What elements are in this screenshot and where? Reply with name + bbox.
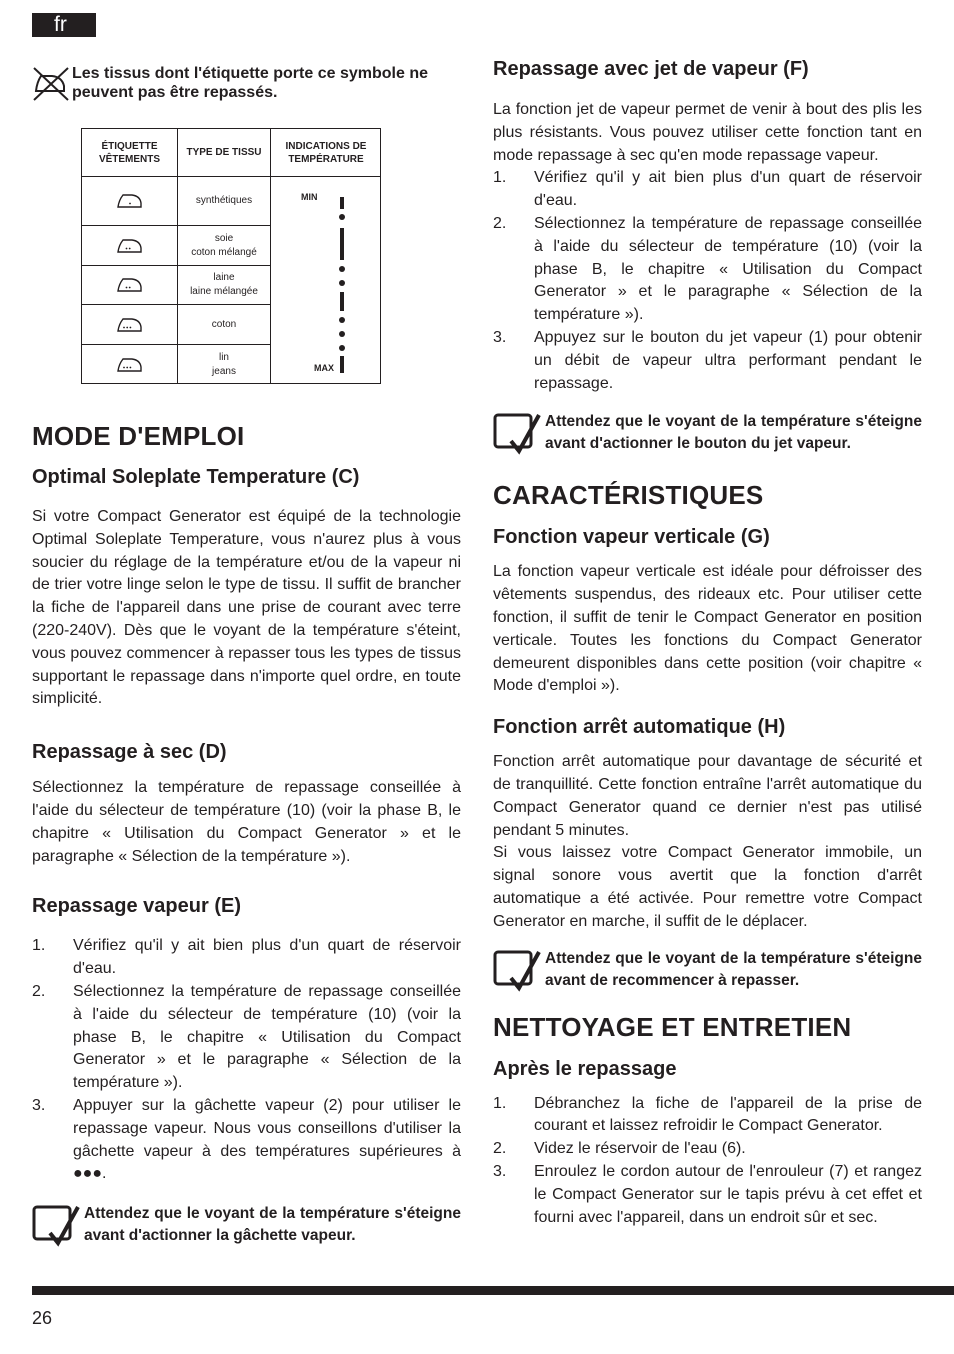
no-iron-icon [32, 64, 70, 102]
auto-off-title: Fonction arrêt automatique (H) [493, 716, 786, 739]
table-row [82, 177, 271, 226]
list-item: 1. Vérifiez qu'il y ait bien plus d'un quart de réservoir d'eau. [32, 937, 461, 978]
iron-dots-icon [82, 226, 178, 265]
no-iron-warning-text: Les tissus dont l'étiquette porte ce symbole ne peuvent pas être repassés. [72, 65, 428, 101]
fabric-type: synthétiques [178, 177, 271, 225]
auto-off-text-2: Si vous laissez votre Compact Generator immobile, un signal sonore vous avertit que la fonction d'arrêt automatique a été activée. Pour remettre votre Compact Generator en marche, il suffit de le déplacer. [493, 844, 922, 930]
vertical-steam-text: La fonction vapeur verticale est idéale pour défroisser des vêtements suspendus, des rideaux etc. Pour utiliser cette fonction, il suffit de tenir le Compact Generator en position verticale. Toutes les fonctions du Compact Generator demeurent disponibles dans cette position (voir chapitre « Mode d'emploi »). [493, 563, 922, 695]
temperature-scale [271, 177, 381, 383]
table-row [82, 345, 271, 384]
vertical-steam-title: Fonction vapeur verticale (G) [493, 526, 770, 549]
temperature-scale-bar [271, 177, 381, 383]
list-item: 2. Sélectionnez la température de repassage conseillée à l'aide du sélecteur de température (10) (voir la phase B, le chapitre « Utilisation du Compact Generator » et le paragraphe « Sélection de la température »). [493, 214, 922, 324]
osp-text: Si votre Compact Generator est équipé de la technologie Optimal Soleplate Temperature, vous n'aurez plus à vous soucier du réglage de la température et/ou de la vapeur ni de trier votre linge selon le type de tissu. Il suffit de brancher la fiche de l'appareil dans une prise de courant avec terre (220-240V). Dès que le voyant de la température s'éteint, vous pouvez commencer à repasser tous les types de tissus supportant le repassage dans n'importe quel ordre, en toute simplicité. [32, 508, 461, 708]
checkbox-note-icon [493, 411, 545, 455]
list-item: 3. Appuyez sur le bouton du jet vapeur (1) pour obtenir un débit de vapeur ultra performant pendant le repassage. [493, 328, 922, 392]
scale-min-label: MIN [301, 192, 318, 202]
steam-ironing-title: Repassage vapeur (E) [32, 895, 241, 918]
list-item: 1. Débranchez la fiche de l'appareil de la prise de courant et laissez refroidir le Compact Generator. [493, 1094, 922, 1135]
fabric-type: lin jeans [178, 345, 271, 384]
dry-ironing-title: Repassage à sec (D) [32, 741, 227, 764]
fabric-type: soie coton mélangé [178, 226, 271, 265]
list-item: 1. Vérifiez qu'il y ait bien plus d'un quart de réservoir d'eau. [493, 169, 922, 210]
auto-off-text-1: Fonction arrêt automatique pour davantage de sécurité et de tranquillité. Cette fonction entraîne l'arrêt automatique du Compact Generator quand ce dernier n'est pas utilisé pendant 5 minutes. [493, 753, 922, 839]
fabric-temperature-table [81, 128, 381, 384]
table-row [82, 305, 271, 345]
table-header-row [82, 129, 380, 177]
list-item: 3. Enroulez le cordon autour de l'enrouleur (7) et rangez le Compact Generator sur le tapis prévu à cet effet et fourni avec l'appareil, dans un endroit sûr et sec. [493, 1162, 922, 1226]
after-ironing-title: Après le repassage [493, 1057, 677, 1080]
header-temperature: INDICATIONS DE TEMPÉRATURE [285, 140, 367, 165]
steam-note: Attendez que le voyant de la température s'éteigne avant d'actionner la gâchette vapeur. [32, 1203, 461, 1247]
after-ironing-steps [493, 1093, 922, 1230]
auto-off-note: Attendez que le voyant de la température s'éteigne avant de recommencer à repasser. [493, 948, 922, 992]
checkbox-note-icon [493, 948, 545, 992]
list-item: 2. Videz le réservoir de l'eau (6). [493, 1140, 746, 1158]
footer-rule [32, 1286, 954, 1295]
steam-ironing-steps [32, 935, 461, 1186]
cleaning-title: NETTOYAGE ET ENTRETIEN [493, 1011, 852, 1042]
iron-dots-icon [82, 177, 178, 225]
steam-jet-steps [493, 167, 922, 395]
features-title: CARACTÉRISTIQUES [493, 480, 764, 511]
dry-ironing-text: Sélectionnez la température de repassage conseillée à l'aide du sélecteur de température (10) (voir la phase B, le chapitre « Utilisation du Compact Generator » et le paragraphe « Sélection de la température »). [32, 779, 461, 865]
iron-dots-icon [82, 345, 178, 384]
no-iron-warning [32, 64, 461, 102]
steam-jet-note: Attendez que le voyant de la température s'éteigne avant d'actionner le bouton du jet vapeur. [493, 411, 922, 455]
mode-emploi-section [32, 421, 461, 1247]
table-row [82, 266, 271, 305]
list-item: 3. Appuyer sur la gâchette vapeur (2) pour utiliser le repassage vapeur. Nous vous conseillons d'utiliser la gâchette vapeur à des températures supérieures à ●●●. [32, 1096, 461, 1183]
header-label: ÉTIQUETTE VÊTEMENTS [82, 129, 178, 176]
header-fabric: TYPE DE TISSU [178, 129, 271, 176]
iron-dots-icon [82, 305, 178, 344]
steam-jet-title: Repassage avec jet de vapeur (F) [493, 58, 809, 80]
scale-max-label: MAX [314, 363, 334, 373]
list-item: 2. Sélectionnez la température de repassage conseillée à l'aide du sélecteur de température (10) (voir la phase B, le chapitre « Utilisation du Compact Generator » et le paragraphe « Sélection de la température »). [32, 982, 461, 1092]
fabric-type: coton [178, 305, 271, 344]
mode-emploi-title: MODE D'EMPLOI [32, 421, 245, 451]
table-row [82, 226, 271, 266]
osp-title: Optimal Soleplate Temperature (C) [32, 466, 360, 488]
page-number: 26 [32, 1308, 53, 1328]
right-column [493, 57, 922, 1229]
checkbox-note-icon [32, 1203, 84, 1247]
steam-jet-text: La fonction jet de vapeur permet de venir à bout des plis les plus résistants. Vous pouvez utiliser cette fonction tant en mode repassage à sec qu'en mode repassage vapeur. [493, 101, 922, 164]
language-tab: fr [32, 13, 96, 37]
fabric-type: laine laine mélangée [178, 266, 271, 304]
iron-dots-icon [82, 266, 178, 304]
